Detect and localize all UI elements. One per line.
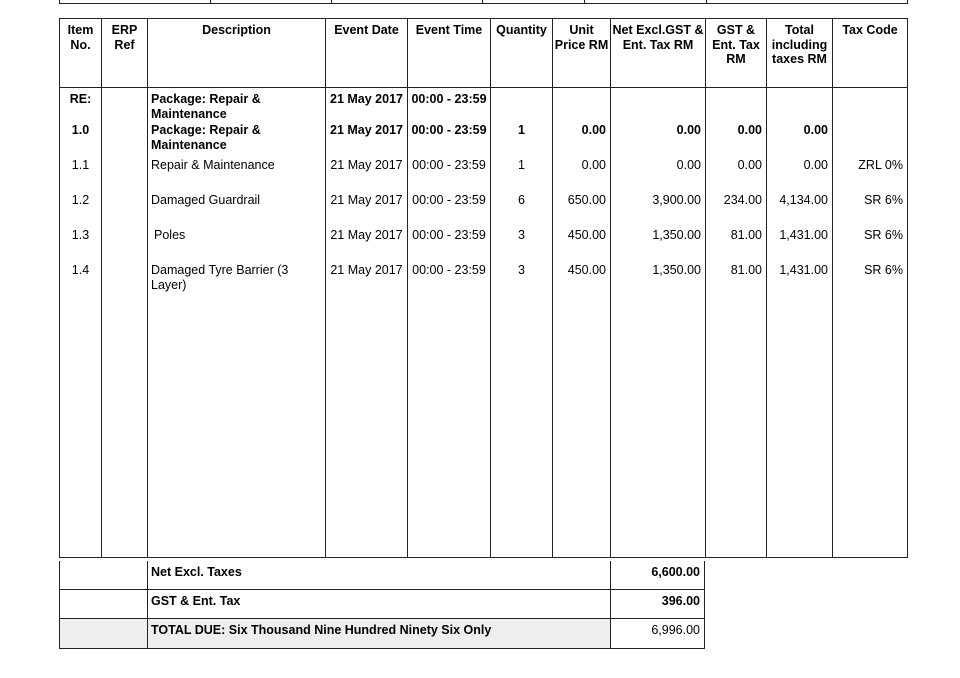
unit-price: 450.00 [553,263,611,298]
gst-ent-tax: 81.00 [706,228,767,263]
header-description: Description [148,19,326,88]
description: Repair & Maintenance [148,158,326,193]
event-date: 21 May 2017 [326,88,408,124]
gst-ent-tax: 0.00 [706,123,767,158]
net-excl-taxes-value: 6,600.00 [610,561,705,589]
invoice-table [59,18,908,558]
event-time: 00:00 - 23:59 [408,123,491,158]
table-row [60,158,908,193]
total-incl: 4,134.00 [767,193,833,228]
net-excl: 1,350.00 [611,228,706,263]
item-no: 1.3 [60,228,102,263]
total-incl [767,88,833,124]
gst-ent-tax: 81.00 [706,263,767,298]
quantity: 3 [491,228,553,263]
item-no: 1.4 [60,263,102,298]
item-no: RE: [60,88,102,124]
table-row [60,263,908,298]
description: Damaged Tyre Barrier (3 Layer) [148,263,326,298]
tax-code [833,123,908,158]
header-quantity: Quantity [491,19,553,88]
net-excl-taxes-row [59,561,705,590]
header-erp-ref: ERP Ref [102,19,148,88]
table-row [60,228,908,263]
event-time: 00:00 - 23:59 [408,193,491,228]
quantity: 3 [491,263,553,298]
tax-code: SR 6% [833,263,908,298]
net-excl: 0.00 [611,123,706,158]
description: Damaged Guardrail [148,193,326,228]
erp-ref [102,263,148,298]
event-time: 00:00 - 23:59 [408,88,491,124]
total-incl: 0.00 [767,123,833,158]
unit-price [553,88,611,124]
event-time: 00:00 - 23:59 [408,263,491,298]
event-date: 21 May 2017 [326,123,408,158]
net-excl: 3,900.00 [611,193,706,228]
header-event-date: Event Date [326,19,408,88]
total-due-label: TOTAL DUE: Six Thousand Nine Hundred Ninety Six Only [147,619,610,648]
event-time: 00:00 - 23:59 [408,158,491,193]
quantity: 6 [491,193,553,228]
table-row [60,193,908,228]
header-total-incl: Total including taxes RM [767,19,833,88]
description: Poles [148,228,326,263]
previous-table-edge [59,0,908,4]
description: Package: Repair & Maintenance [148,88,326,124]
header-gst-ent-tax: GST & Ent. Tax RM [706,19,767,88]
gst-ent-tax: 0.00 [706,158,767,193]
gst-ent-tax-label: GST & Ent. Tax [147,590,610,618]
item-no: 1.1 [60,158,102,193]
erp-ref [102,193,148,228]
item-no: 1.0 [60,123,102,158]
event-date: 21 May 2017 [326,193,408,228]
header-row [60,19,908,88]
total-due-row [59,619,705,649]
description: Package: Repair & Maintenance [148,123,326,158]
erp-ref [102,123,148,158]
header-net-excl: Net Excl.GST & Ent. Tax RM [611,19,706,88]
total-incl: 1,431.00 [767,228,833,263]
total-due-value: 6,996.00 [610,619,705,648]
gst-ent-tax: 234.00 [706,193,767,228]
net-excl-taxes-label: Net Excl. Taxes [147,561,610,589]
net-excl: 0.00 [611,158,706,193]
tax-code: ZRL 0% [833,158,908,193]
net-excl [611,88,706,124]
table-row [60,88,908,124]
tax-code: SR 6% [833,193,908,228]
quantity [491,88,553,124]
tax-code: SR 6% [833,228,908,263]
gst-ent-tax [706,88,767,124]
unit-price: 0.00 [553,123,611,158]
gst-ent-tax-value: 396.00 [610,590,705,618]
erp-ref [102,88,148,124]
unit-price: 650.00 [553,193,611,228]
gst-ent-tax-row [59,590,705,619]
header-event-time: Event Time [408,19,491,88]
total-incl: 1,431.00 [767,263,833,298]
event-date: 21 May 2017 [326,158,408,193]
net-excl: 1,350.00 [611,263,706,298]
total-incl: 0.00 [767,158,833,193]
quantity: 1 [491,158,553,193]
header-unit-price: Unit Price RM [553,19,611,88]
tax-code [833,88,908,124]
table-row [60,123,908,158]
header-item-no: Item No. [60,19,102,88]
event-date: 21 May 2017 [326,228,408,263]
erp-ref [102,228,148,263]
unit-price: 450.00 [553,228,611,263]
quantity: 1 [491,123,553,158]
empty-filler-row [60,298,908,558]
unit-price: 0.00 [553,158,611,193]
event-time: 00:00 - 23:59 [408,228,491,263]
erp-ref [102,158,148,193]
header-tax-code: Tax Code [833,19,908,88]
item-no: 1.2 [60,193,102,228]
event-date: 21 May 2017 [326,263,408,298]
